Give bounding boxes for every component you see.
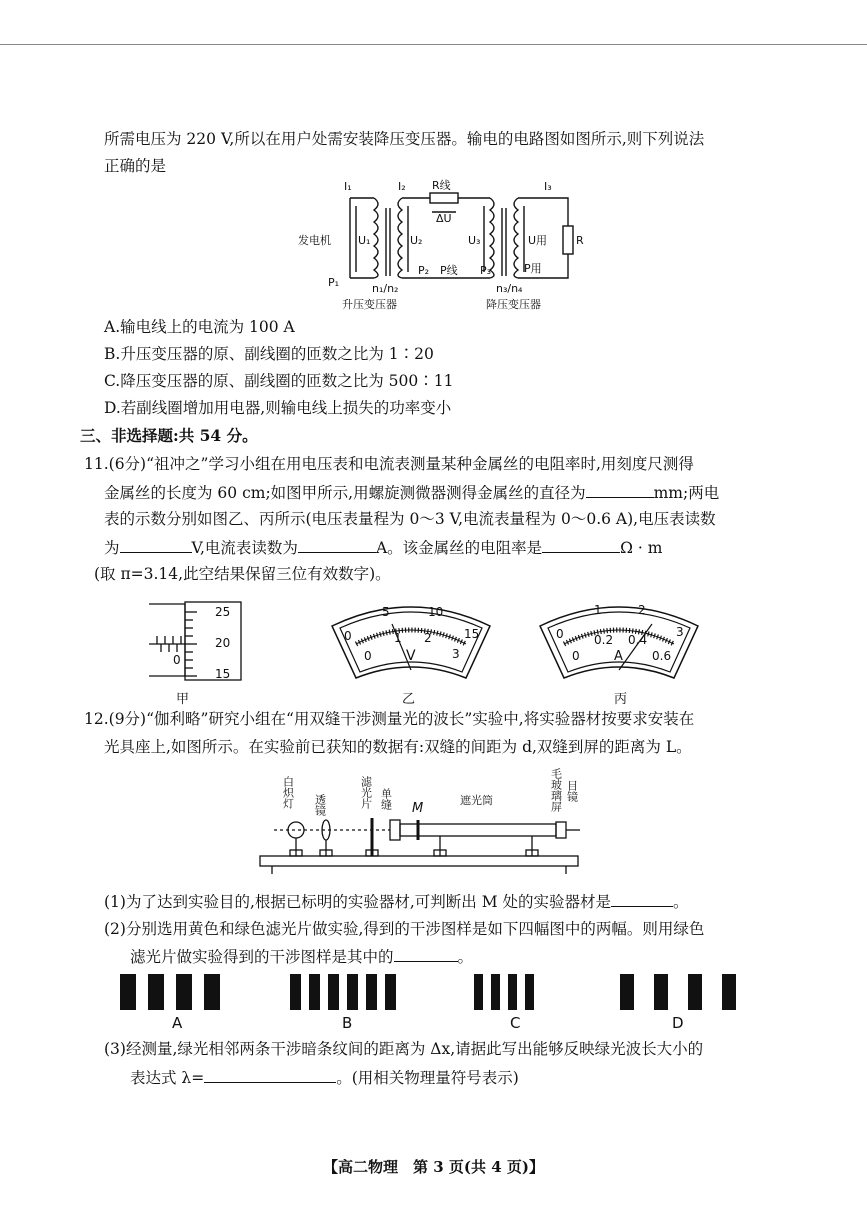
q11-line-4-unit: Ω · m [620,539,663,557]
q11-line-4-text-b: V,电流表读数为 [191,539,298,557]
answer-blank-lambda[interactable] [204,1066,336,1083]
q12-sub-3-text: 表达式 λ= [130,1069,205,1087]
option-c: C.降压变压器的原、副线圈的匝数之比为 500∶11 [104,372,454,390]
ammeter-inner-0-2: 0.2 [594,633,614,647]
q11-line-4-text-c: A。该金属丝的电阻率是 [375,539,543,557]
q11-line-1: 11.(6分)“祖冲之”学习小组在用电压表和电流表测量某种金属丝的电阻率时,用刻度尺测得 [84,455,694,473]
q11-line-2-unit: mm;两电 [653,484,720,502]
q11-line-2 [104,481,719,504]
q12-sub-2-text: 滤光片做实验得到的干涉图样是其中的 [130,948,394,966]
label-P-user: P用 [524,262,542,275]
q11-line-2-text: 金属丝的长度为 60 cm;如图甲所示,用螺旋测微器测得金属丝的直径为 [104,484,586,502]
voltmeter-inner-2: 2 [424,631,432,645]
label-U2: U₂ [410,234,423,247]
optical-bench-figure [254,764,584,876]
voltmeter-unit: V [406,648,416,664]
label-dU: ΔU [436,212,452,225]
label-stepdown: 降压变压器 [486,298,541,311]
q12-sub-3-end: 。(用相关物理量符号表示) [336,1069,519,1087]
micrometer-tick-25: 25 [215,605,231,619]
voltmeter-outer-5: 5 [382,605,390,619]
ammeter-unit: A [614,649,623,664]
bench-label-eyepiece: 目镜 [565,780,579,802]
label-P3: P₃ [480,264,492,277]
label-I1: I₁ [344,180,352,193]
label-I3: I₃ [544,180,552,193]
label-R: R [576,234,584,247]
answer-blank-M[interactable] [611,890,673,907]
ammeter-outer-0: 0 [556,627,564,641]
bench-label-M: M [412,801,424,816]
q11-line-4-text-a: 为 [104,539,120,557]
pattern-label-c: C [510,1014,521,1032]
bench-label-tube: 遮光筒 [460,794,493,807]
section-3-heading: 三、非选择题:共 54 分。 [80,426,258,445]
q12-sub-1 [104,890,689,913]
figure-label-bing: 丙 [614,692,628,707]
intro-line-1: 所需电压为 220 V,所以在用户处需安装降压变压器。输电的电路图如图所示,则下列说法 [104,130,705,148]
voltmeter-figure [326,598,496,688]
pattern-label-a: A [172,1014,183,1032]
interference-patterns [114,970,744,1034]
transmission-circuit-diagram [290,178,590,312]
label-P1: P₁ [328,276,340,289]
voltmeter-outer-0: 0 [344,629,352,643]
answer-blank-current[interactable] [298,536,376,553]
ammeter-figure [534,598,704,688]
label-stepup: 升压变压器 [342,298,397,311]
option-b: B.升压变压器的原、副线圈的匝数之比为 1∶20 [104,345,434,363]
ammeter-inner-0-4: 0.4 [628,633,648,647]
micrometer-zero: 0 [173,653,181,667]
label-n34: n₃/n₄ [496,282,523,295]
bench-label-filter: 滤光片 [359,776,373,809]
label-P-line: P线 [440,264,458,277]
micrometer-tick-15: 15 [215,667,231,681]
label-U3: U₃ [468,234,481,247]
q12-sub-1-end: 。 [673,893,689,911]
option-d: D.若副线圈增加用电器,则输电线上损失的功率变小 [104,399,452,417]
voltmeter-inner-0: 0 [364,649,372,663]
label-P2: P₂ [418,264,430,277]
q11-line-5: (取 π=3.14,此空结果保留三位有效数字)。 [94,565,391,583]
q12-sub-3-line-2 [130,1066,519,1089]
ammeter-inner-0: 0 [572,649,580,663]
pattern-label-d: D [672,1014,684,1032]
pattern-label-b: B [342,1014,353,1032]
bench-label-lamp: 白炽灯 [281,776,295,809]
label-U-user: U用 [528,234,548,247]
label-n12: n₁/n₂ [372,282,399,295]
bench-label-screen: 毛玻璃屏 [549,768,563,812]
micrometer-figure [145,600,255,682]
q12-sub-3-line-1: (3)经测量,绿光相邻两条干涉暗条纹间的距离为 Δx,请据此写出能够反映绿光波长大小的 [104,1040,704,1058]
ammeter-outer-3: 3 [676,625,684,639]
voltmeter-inner-3: 3 [452,647,460,661]
q12-sub-2-line-1: (2)分别选用黄色和绿色滤光片做实验,得到的干涉图样是如下四幅图中的两幅。则用绿色 [104,920,705,938]
answer-blank-pattern[interactable] [394,945,458,962]
bench-label-slit: 单缝 [379,788,393,810]
q12-line-1: 12.(9分)“伽利略”研究小组在“用双缝干涉测量光的波长”实验中,将实验器材按要求安装在 [84,710,695,728]
bench-label-lens: 透镜 [313,794,327,816]
label-Rline: R线 [432,179,451,192]
micrometer-tick-20: 20 [215,636,231,650]
answer-blank-voltage[interactable] [120,536,192,553]
label-U1: U₁ [358,234,371,247]
voltmeter-outer-15: 15 [464,627,480,641]
intro-line-2: 正确的是 [104,157,167,175]
q11-line-3: 表的示数分别如图乙、丙所示(电压表量程为 0～3 V,电流表量程为 0～0.6 A),电压表读数 [104,510,716,528]
option-a: A.输电线上的电流为 100 A [104,318,295,336]
q12-sub-1-text: (1)为了达到实验目的,根据已标明的实验器材,可判断出 M 处的实验器材是 [104,893,612,911]
figure-label-yi: 乙 [402,692,416,707]
page-footer: 【高二物理 第 3 页(共 4 页)】 [323,1158,544,1176]
answer-blank-diameter[interactable] [586,481,654,498]
q12-sub-2-end: 。 [457,948,474,966]
label-generator: 发电机 [298,234,331,247]
answer-blank-resistivity[interactable] [542,536,620,553]
voltmeter-outer-10: 10 [428,605,444,619]
ammeter-outer-2: 2 [638,603,646,617]
page-top-border [0,44,867,45]
figure-label-jia: 甲 [176,692,190,707]
ammeter-outer-1: 1 [594,603,602,617]
voltmeter-inner-1: 1 [394,631,402,645]
q12-line-2: 光具座上,如图所示。在实验前已获知的数据有:双缝的间距为 d,双缝到屏的距离为 L。 [104,738,692,756]
q11-line-4 [104,536,662,559]
ammeter-inner-0-6: 0.6 [652,649,672,663]
label-I2: I₂ [398,180,406,193]
q12-sub-2-line-2 [130,945,473,968]
